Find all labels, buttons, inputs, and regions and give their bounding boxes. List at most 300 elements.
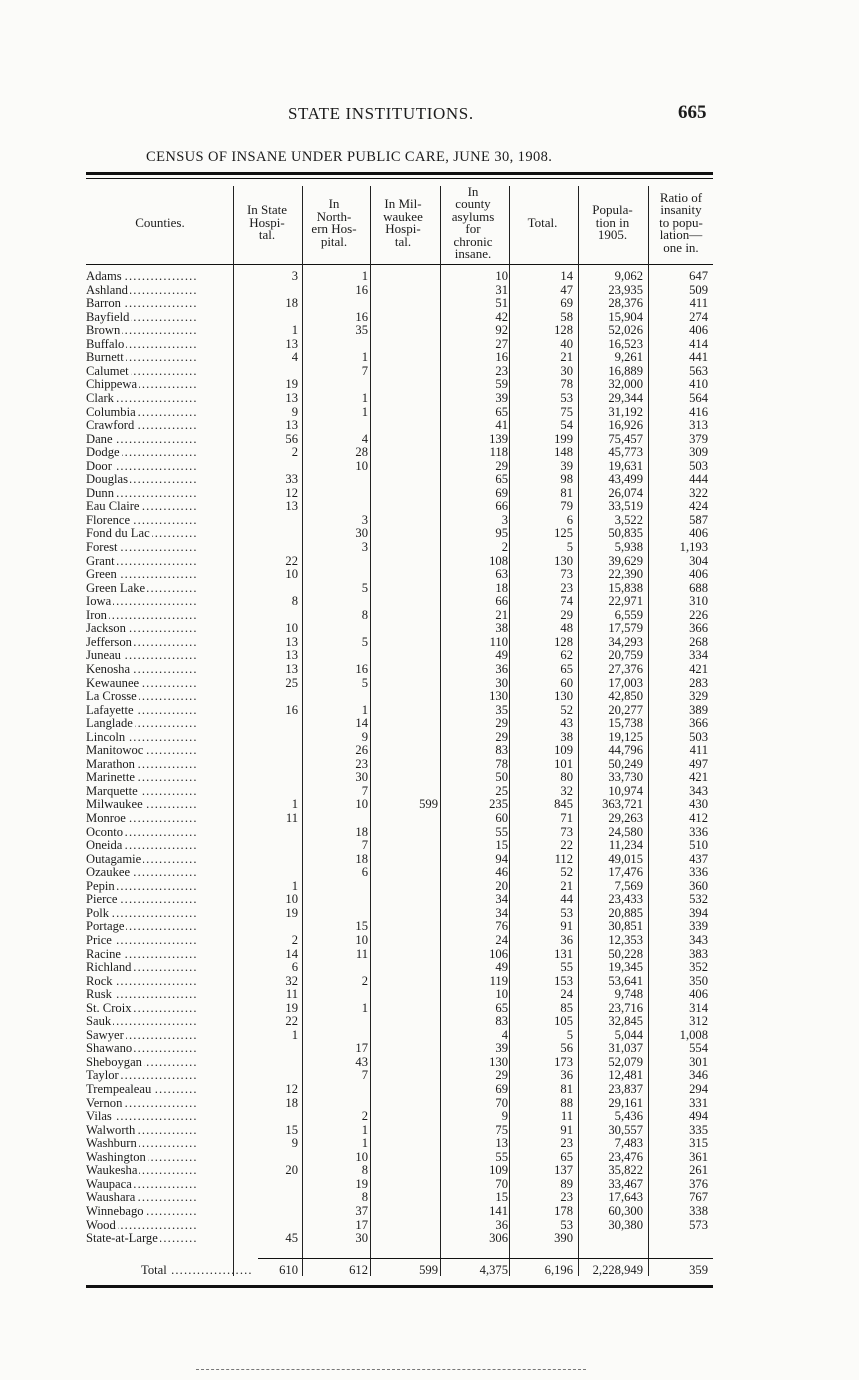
cell-county-name: Green Lake . . . [86,582,236,596]
cell-ratio: 437 [689,851,708,866]
cell-ratio: 497 [689,756,708,771]
cell-ratio: 343 [689,932,708,947]
cell-northern-hospital: 3 [361,540,368,554]
cell-population: 5,938 [614,540,643,554]
table-row [86,338,731,352]
cell-ratio: 310 [689,594,708,609]
cell-total: 23 [560,1190,573,1205]
table-row [86,663,731,677]
cell-total: 73 [560,567,573,582]
cell-county-asylums: 108 [489,553,508,568]
cell-population: 16,926 [608,418,643,433]
cell-total: 47 [560,282,573,297]
cell-total: 98 [560,472,573,487]
cell-northern-hospital: 17 [355,1041,368,1056]
cell-northern-hospital: 5 [361,580,368,595]
table-row [86,1178,731,1192]
cell-county-name: Chippewa . . . [86,378,236,392]
cell-county-name: Washington . . . [86,1151,236,1165]
cell-northern-hospital: 30 [355,770,368,785]
cell-county-asylums: 139 [489,431,508,446]
table-row [86,649,731,663]
table-row [86,1219,731,1233]
header-total: Total. [527,214,558,230]
cell-ratio: 329 [689,689,708,704]
cell-population: 32,845 [608,1014,643,1029]
cell-county-asylums: 27 [495,336,508,351]
cell-county-asylums: 235 [489,797,508,812]
cell-total: 29 [560,607,573,622]
cell-county-asylums: 83 [495,743,508,758]
cell-county-name: Lafayette . . . [86,704,236,718]
cell-population: 23,935 [608,282,643,297]
cell-total: 85 [560,1000,573,1015]
cell-total: 22 [560,838,573,853]
cell-state-hospital: 13 [285,634,298,649]
cell-ratio: 350 [689,973,708,988]
cell-county-asylums: 70 [495,1095,508,1110]
cell-county-name: Calumet . . . [86,365,236,379]
table-row [86,351,731,365]
cell-total: 88 [560,1095,573,1110]
cell-state-hospital: 2 [291,932,298,947]
cell-state-hospital: 10 [285,621,298,636]
cell-county-asylums: 15 [495,1190,508,1205]
cell-county-asylums: 94 [495,851,508,866]
cell-population: 29,263 [608,811,643,825]
cell-ratio: 503 [689,458,708,473]
table-row [86,1137,731,1151]
cell-county-name: Pierce . . . [86,893,236,907]
cell-state-hospital: 13 [285,390,298,405]
table-row [86,446,731,460]
cell-northern-hospital: 30 [355,1231,368,1246]
cell-state-hospital: 20 [285,1163,298,1178]
cell-northern-hospital: 4 [361,431,368,446]
table-row [86,284,731,298]
cell-total: 91 [560,919,573,934]
table-row [86,1015,731,1029]
cell-total: 89 [560,1176,573,1191]
cell-northern-hospital: 7 [361,1068,368,1083]
cell-population: 7,569 [614,878,643,893]
cell-total: 56 [560,1041,573,1056]
total-top-rule [258,1258,713,1259]
cell-ratio: 406 [689,987,708,1002]
cell-county-name: Green . . . [86,568,236,582]
cell-total: 137 [554,1163,573,1178]
cell-county-asylums: 35 [495,702,508,717]
bottom-double-rule [86,1285,713,1288]
cell-population: 30,557 [608,1122,643,1137]
table-row [86,433,731,447]
cell-ratio: 366 [689,621,708,636]
cell-state-hospital: 13 [285,661,298,676]
cell-northern-hospital: 15 [355,919,368,934]
cell-state-hospital: 13 [285,648,298,663]
cell-northern-hospital: 1 [361,404,368,419]
cell-total: 5 [566,1027,573,1042]
cell-population: 31,192 [608,404,643,419]
cell-northern-hospital: 7 [361,838,368,853]
cell-county-asylums: 66 [495,594,508,609]
cell-northern-hospital: 1 [361,390,368,405]
cell-state-hospital: 56 [285,431,298,446]
cell-ratio: 226 [689,607,708,622]
cell-county-name: Fond du Lac . . . [86,527,236,541]
cell-northern-hospital: 1 [361,1122,368,1137]
cell-population: 17,579 [608,621,643,636]
table-row [86,270,731,284]
table-row [86,812,731,826]
cell-county-name: Columbia . . . [86,406,236,420]
cell-county-name: Oneida . . . [86,839,236,853]
header-ratio: Ratio of insanity to popu- lation— one in. [659,189,703,255]
cell-county-asylums: 25 [495,783,508,798]
cell-county-asylums: 49 [495,648,508,663]
cell-county-asylums: 92 [495,323,508,338]
cell-county-name: Richland . . . [86,961,236,975]
cell-ratio: 361 [689,1149,708,1164]
table-row [86,717,731,731]
cell-ratio: 444 [689,472,708,487]
cell-population: 23,476 [608,1149,643,1164]
table-row [86,948,731,962]
cell-county-name: Door . . . [86,460,236,474]
cell-county-name: Iowa . . . [86,595,236,609]
cell-population: 20,885 [608,905,643,920]
cell-northern-hospital: 6 [361,865,368,880]
cell-county-name: Crawford . . . [86,419,236,433]
table-row [86,568,731,582]
cell-total: 43 [560,716,573,731]
cell-county-asylums: 59 [495,377,508,392]
cell-county-asylums: 51 [495,296,508,311]
cell-total: 21 [560,878,573,893]
cell-population: 45,773 [608,445,643,460]
cell-total: 75 [560,404,573,419]
cell-population: 23,716 [608,1000,643,1015]
cell-population: 33,519 [608,499,643,514]
cell-county-asylums: 39 [495,1041,508,1056]
table-row [86,392,731,406]
cell-population: 19,631 [608,458,643,473]
cell-county-asylums: 29 [495,729,508,744]
total-county-asylums: 4,375 [479,1263,508,1277]
cell-northern-hospital: 18 [355,851,368,866]
cell-total: 65 [560,661,573,676]
cell-population: 26,074 [608,485,643,500]
cell-total: 125 [554,526,573,541]
cell-population: 19,345 [608,960,643,975]
cell-population: 12,481 [608,1068,643,1083]
cell-county-name: Buffalo . . . [86,338,236,352]
cell-northern-hospital: 18 [355,824,368,839]
cell-northern-hospital: 10 [355,458,368,473]
cell-state-hospital: 8 [291,594,298,609]
cell-state-hospital: 11 [285,811,298,825]
cell-county-asylums: 20 [495,878,508,893]
cell-total: 52 [560,865,573,880]
table-row [86,893,731,907]
header-northern-hospital: In North- ern Hos- pital. [311,196,357,249]
cell-northern-hospital: 2 [361,1109,368,1124]
cell-ratio: 336 [689,824,708,839]
cell-ratio: 335 [689,1122,708,1137]
table-row [86,297,731,311]
cell-total: 101 [554,756,573,771]
cell-county-asylums: 95 [495,526,508,541]
cell-ratio: 767 [689,1190,708,1205]
cell-ratio: 411 [689,743,708,758]
table-row [86,934,731,948]
cell-county-name: Jefferson . . . [86,636,236,650]
cell-total: 21 [560,350,573,365]
cell-total: 62 [560,648,573,663]
cell-ratio: 441 [689,350,708,365]
cell-county-name: Oconto . . . [86,826,236,840]
cell-ratio: 406 [689,323,708,338]
cell-county-asylums: 15 [495,838,508,853]
cell-total: 36 [560,932,573,947]
cell-county-asylums: 109 [489,1163,508,1178]
table-row [86,609,731,623]
cell-county-name: Kewaunee . . . [86,677,236,691]
cell-county-name: Vernon . . . [86,1097,236,1111]
cell-population: 34,293 [608,634,643,649]
cell-state-hospital: 19 [285,1000,298,1015]
header-state-hospital: In State Hospi- tal. [246,202,288,243]
table-row [86,690,731,704]
cell-county-name: Kenosha . . . [86,663,236,677]
cell-county-asylums: 130 [489,689,508,704]
cell-northern-hospital: 1 [361,269,368,283]
cell-population: 9,748 [614,987,643,1002]
cell-county-name: Eau Claire . . . [86,500,236,514]
cell-county-asylums: 75 [495,1122,508,1137]
table-row [86,622,731,636]
cell-county-asylums: 110 [489,634,508,649]
table-row [86,744,731,758]
cell-northern-hospital: 8 [361,1163,368,1178]
cell-population: 17,003 [608,675,643,690]
cell-county-asylums: 10 [495,269,508,283]
cell-county-name: Juneau . . . [86,649,236,663]
total-ratio: 359 [689,1263,708,1277]
cell-county-name: Marquette . . . [86,785,236,799]
cell-total: 38 [560,729,573,744]
cell-population: 6,559 [614,607,643,622]
cell-ratio: 389 [689,702,708,717]
cell-population: 32,000 [608,377,643,392]
cell-population: 29,161 [608,1095,643,1110]
table-row [86,378,731,392]
cell-ratio: 334 [689,648,708,663]
table-row [86,500,731,514]
cell-ratio: 268 [689,634,708,649]
cell-county-asylums: 18 [495,580,508,595]
cell-total: 23 [560,1136,573,1151]
cell-total: 81 [560,1082,573,1096]
cell-population: 50,835 [608,526,643,541]
cell-total: 48 [560,621,573,636]
cell-county-asylums: 9 [501,1109,508,1124]
cell-county-asylums: 63 [495,567,508,582]
cell-state-hospital: 4 [291,350,298,365]
cell-population: 49,015 [608,851,643,866]
table-row [86,839,731,853]
cell-population: 22,390 [608,567,643,582]
cell-milwaukee-hospital: 599 [419,797,438,812]
table-row [86,555,731,569]
cell-northern-hospital: 7 [361,363,368,378]
cell-ratio: 379 [689,431,708,446]
cell-county-asylums: 24 [495,932,508,947]
cell-ratio: 647 [689,269,708,283]
total-state-hospital: 610 [279,1263,298,1277]
table-row [86,866,731,880]
cell-total: 32 [560,783,573,798]
cell-population: 52,026 [608,323,643,338]
cell-county-name: State-at-Large . . . [86,1232,236,1246]
table-row [86,785,731,799]
cell-total: 6 [566,512,573,527]
total-population: 2,228,949 [592,1263,643,1277]
cell-county-asylums: 118 [489,445,508,460]
table-row [86,311,731,325]
cell-population: 16,523 [608,336,643,351]
header-county-asylums: In county asylums for chronic insane. [451,183,495,261]
table-row [86,758,731,772]
cell-ratio: 532 [689,892,708,907]
cell-county-asylums: 41 [495,418,508,433]
cell-county-asylums: 49 [495,960,508,975]
cell-northern-hospital: 30 [355,526,368,541]
cell-total: 71 [560,811,573,825]
cell-total: 24 [560,987,573,1002]
cell-county-asylums: 83 [495,1014,508,1029]
cell-ratio: 274 [689,309,708,324]
cell-population: 50,228 [608,946,643,961]
cell-ratio: 406 [689,567,708,582]
table-row [86,853,731,867]
table-row [86,1083,731,1097]
cell-county-name: Rusk . . . [86,988,236,1002]
cell-total: 148 [554,445,573,460]
cell-total: 130 [554,553,573,568]
cell-ratio: 352 [689,960,708,975]
cell-county-asylums: 29 [495,716,508,731]
table-row [86,704,731,718]
cell-county-asylums: 50 [495,770,508,785]
header-milwaukee-hospital: In Mil- waukee Hospi- tal. [383,196,423,249]
cell-county-name: Shawano . . . [86,1042,236,1056]
cell-ratio: 510 [689,838,708,853]
cell-northern-hospital: 26 [355,743,368,758]
cell-population: 33,730 [608,770,643,785]
cell-northern-hospital: 1 [361,1136,368,1151]
table-row [86,1110,731,1124]
cell-population: 23,433 [608,892,643,907]
table-row [86,541,731,555]
cell-northern-hospital: 17 [355,1217,368,1232]
cell-county-asylums: 2 [501,540,508,554]
cell-ratio: 331 [689,1095,708,1110]
cell-total: 52 [560,702,573,717]
cell-northern-hospital: 43 [355,1054,368,1069]
cell-county-name: Marathon . . . [86,758,236,772]
cell-northern-hospital: 10 [355,797,368,812]
cell-ratio: 394 [689,905,708,920]
table-row [86,1205,731,1219]
table-row [86,1232,731,1246]
table-row [86,988,731,1002]
cell-state-hospital: 19 [285,377,298,392]
cell-northern-hospital: 2 [361,973,368,988]
cell-state-hospital: 11 [285,987,298,1002]
cell-population: 43,499 [608,472,643,487]
cell-northern-hospital: 23 [355,756,368,771]
cell-total: 845 [554,797,573,812]
cell-total: 58 [560,309,573,324]
table-row [86,514,731,528]
cell-population: 16,889 [608,363,643,378]
total-total: 6,196 [544,1263,573,1277]
cell-county-name: Adams . . . [86,270,236,284]
cell-state-hospital: 10 [285,892,298,907]
cell-county-name: Clark . . . [86,392,236,406]
cell-total: 5 [566,540,573,554]
cell-northern-hospital: 16 [355,661,368,676]
table-row [86,487,731,501]
table-row [86,826,731,840]
cell-state-hospital: 14 [285,946,298,961]
cell-ratio: 360 [689,878,708,893]
table-row [86,975,731,989]
cell-ratio: 376 [689,1176,708,1191]
cell-total: 128 [554,323,573,338]
cell-total: 39 [560,458,573,473]
cell-population: 11,234 [608,838,643,853]
cell-county-asylums: 65 [495,472,508,487]
cell-state-hospital: 6 [291,960,298,975]
cell-county-name: Brown . . . [86,324,236,338]
cell-county-asylums: 55 [495,824,508,839]
total-row [86,1263,731,1279]
cell-ratio: 554 [689,1041,708,1056]
table-row [86,1191,731,1205]
cell-state-hospital: 13 [285,336,298,351]
cell-county-asylums: 106 [489,946,508,961]
cell-state-hospital: 10 [285,567,298,582]
cell-county-asylums: 78 [495,756,508,771]
cell-population: 75,457 [608,431,643,446]
cell-northern-hospital: 35 [355,323,368,338]
cell-northern-hospital: 37 [355,1203,368,1218]
cell-population: 28,376 [608,296,643,311]
cell-total: 44 [560,892,573,907]
cell-total: 40 [560,336,573,351]
cell-county-asylums: 55 [495,1149,508,1164]
cell-county-asylums: 306 [489,1231,508,1246]
cell-ratio: 301 [689,1054,708,1069]
table-row [86,582,731,596]
cell-total: 53 [560,1217,573,1232]
cell-county-name: Forest . . . [86,541,236,555]
cell-ratio: 366 [689,716,708,731]
cell-county-name: Bayfield . . . [86,311,236,325]
cell-county-name: Winnebago . . . [86,1205,236,1219]
